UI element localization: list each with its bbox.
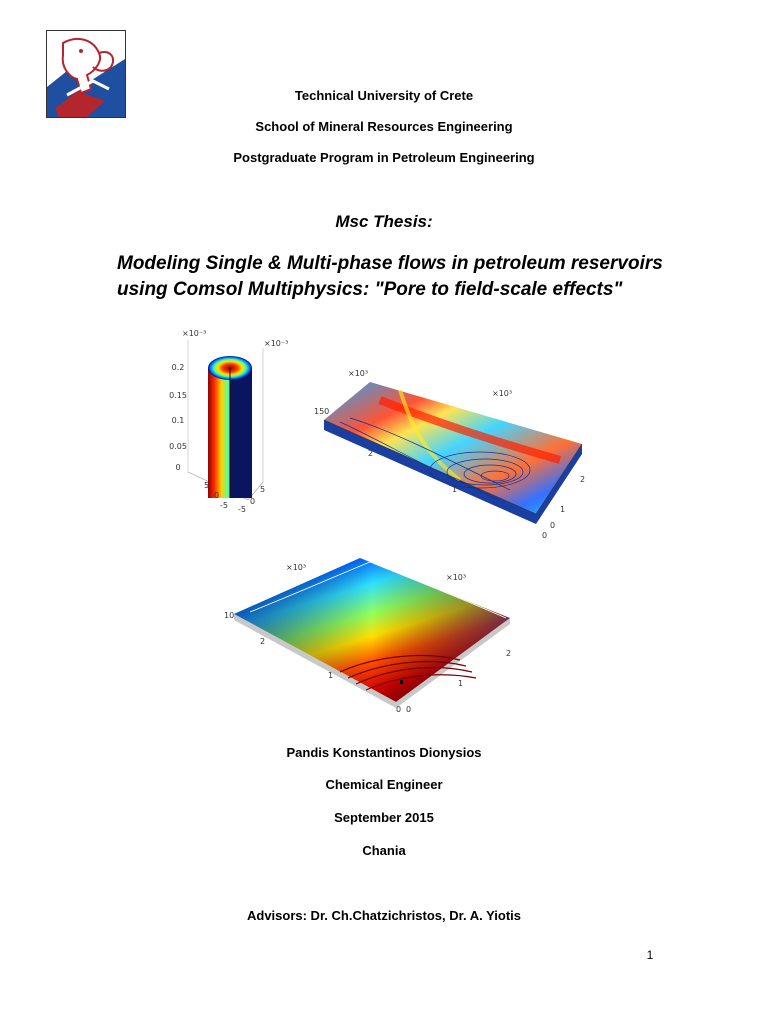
figure-reservoir-slab — [310, 360, 600, 540]
slab-scale-a: ×10³ — [348, 369, 369, 378]
field-y-tick-2: 1 — [458, 679, 464, 688]
cyl-z-tick-3: 0.1 — [171, 416, 185, 425]
slab-x-tick-1: 2 — [368, 449, 374, 458]
cyl-xy-scale: ×10⁻³ — [264, 339, 289, 348]
slab-y-tick-1: 2 — [580, 475, 586, 484]
thesis-title — [117, 251, 677, 303]
cyl-y-tick-1: -5 — [238, 505, 246, 514]
thesis-title-line2: using Comsol Multiphysics: "Pore to field-scale effects" — [117, 279, 623, 300]
page-number: 1 — [646, 948, 654, 962]
program-name: Postgraduate Program in Petroleum Engineering — [233, 150, 535, 165]
thesis-location: Chania — [362, 843, 406, 858]
field-scale-b: ×10³ — [446, 573, 467, 582]
cyl-z-tick-5: 0 — [175, 463, 181, 472]
field-x-tick-1: 2 — [260, 637, 266, 646]
slab-y-tick-2: 1 — [560, 505, 566, 514]
figure-field-scale — [220, 552, 530, 720]
field-y-tick-1: 2 — [506, 649, 512, 658]
figure-cylinder — [160, 322, 300, 518]
cyl-z-tick-1: 0.2 — [171, 363, 185, 372]
slab-x-tick-2: 1 — [452, 485, 458, 494]
field-x-tick-3: 0 — [396, 705, 402, 714]
university-name: Technical University of Crete — [294, 88, 474, 103]
cyl-x-tick-2: 0 — [214, 491, 220, 500]
field-scale-a: ×10³ — [286, 563, 307, 572]
cyl-y-tick-2: 0 — [250, 497, 256, 506]
cyl-z-tick-2: 0.15 — [169, 391, 187, 400]
cyl-y-tick-3: 5 — [260, 485, 266, 494]
author-role: Chemical Engineer — [325, 777, 443, 792]
cyl-z-tick-4: 0.05 — [169, 442, 187, 451]
field-y-tick-3: 0 — [406, 705, 412, 714]
thesis-title-line1: Modeling Single & Multi-phase flows in petroleum reservoirs — [117, 253, 663, 274]
slab-z-tick: 150 — [314, 407, 330, 416]
field-z-tick: 10 — [224, 611, 235, 620]
cyl-z-scale: ×10⁻³ — [182, 329, 207, 338]
cyl-x-tick-1: 5 — [204, 481, 210, 490]
slab-origin: 0 — [542, 531, 548, 540]
advisors: Advisors: Dr. Ch.Chatzichristos, Dr. A. Yiotis — [246, 908, 522, 923]
field-x-tick-2: 1 — [328, 671, 334, 680]
slab-scale-b: ×10³ — [492, 389, 513, 398]
university-logo — [46, 30, 126, 118]
thesis-date: September 2015 — [334, 810, 434, 825]
author-name: Pandis Konstantinos Dionysios — [286, 745, 482, 760]
school-name: School of Mineral Resources Engineering — [255, 119, 513, 134]
thesis-label: Msc Thesis: — [335, 212, 433, 231]
slab-y-tick-3: 0 — [550, 521, 556, 530]
cyl-x-tick-3: -5 — [220, 501, 228, 510]
